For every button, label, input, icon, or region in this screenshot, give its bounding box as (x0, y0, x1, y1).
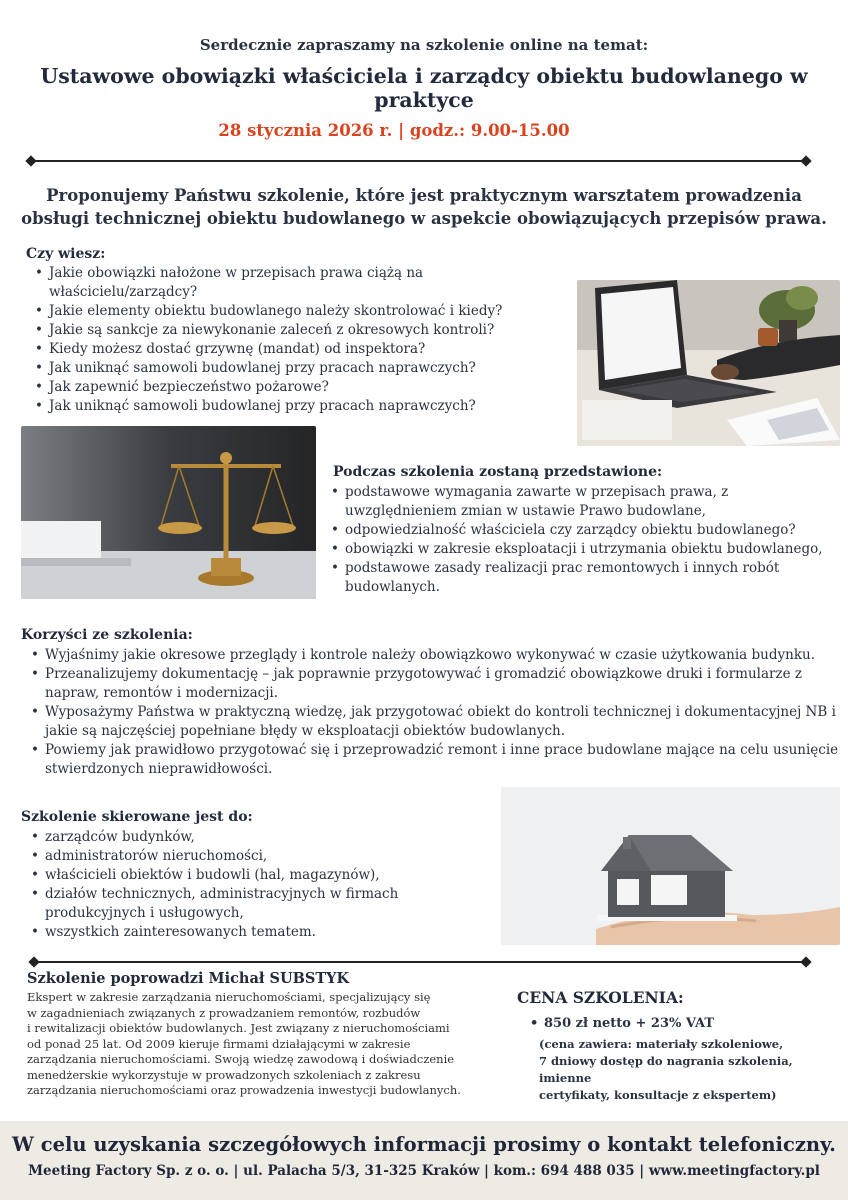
list-item: • obowiązki w zakresie eksploatacji i utrzymania obiektu budowlanego, (329, 540, 839, 559)
list-item: • zarządców budynków, (29, 828, 499, 847)
list-item: • właścicieli obiektów i budowli (hal, magazynów), (29, 866, 499, 885)
event-date: 28 stycznia 2026 r. | godz.: 9.00-15.00 (218, 121, 570, 140)
price-note (539, 1036, 829, 1104)
lead-line-1: Proponujemy Państwu szkolenie, które jest praktycznym warsztatem prowadzenia (46, 186, 802, 205)
list-item: • Kiedy możesz dostać grzywnę (mandat) od inspektora? (33, 340, 573, 359)
list-item: • Jak uniknąć samowoli budowlanej przy pracach naprawczych? (33, 359, 573, 378)
price-heading: CENA SZKOLENIA: (517, 988, 684, 1007)
benefits-heading: Korzyści ze szkolenia: (21, 627, 193, 643)
lead-line-2: obsługi technicznej obiektu budowlanego w aspekcie obowiązujących przepisów prawa. (21, 209, 827, 228)
house-model-photo (501, 787, 840, 945)
bio-line: od ponad 25 lat. Od 2009 kieruje firmami działającymi w zakresie (27, 1036, 411, 1051)
topics-heading: Podczas szkolenia zostaną przedstawione: (333, 464, 663, 480)
list-item: • Jak zapewnić bezpieczeństwo pożarowe? (33, 378, 573, 397)
list-item: • wszystkich zainteresowanych tematem. (29, 923, 499, 942)
price-note-line: (cena zawiera: materiały szkoleniowe, (539, 1037, 784, 1051)
scales-of-justice-photo (21, 426, 316, 599)
list-item: • Wyposażymy Państwa w praktyczną wiedzę, jak przygotować obiekt do kontroli technicznej i dokumentacyjnej NB i jakie są najczęściej popełniane błędy w eksploatacji obiektów budowlanych. (29, 703, 841, 741)
lead-text (0, 184, 848, 230)
price-amount: • 850 zł netto + 23% VAT (528, 1014, 828, 1033)
page-title: Ustawowe obowiązki właściciela i zarządcy obiektu budowlanego w praktyce (40, 64, 808, 112)
bio-line: zarządzania nieruchomościami oraz prowadzenia inwestycji budowlanych. (27, 1083, 461, 1097)
divider-top (31, 160, 806, 162)
price-list (528, 1014, 828, 1033)
list-item: • Jakie obowiązki nałożone w przepisach prawa ciążą na właścicielu/zarządcy? (33, 264, 573, 302)
list-item: • Przeanalizujemy dokumentację – jak poprawnie przygotowywać i gromadzić obowiązkowe druki i formularze z napraw, remontów i modernizacji. (29, 665, 841, 703)
bio-line: zarządzania nieruchomościami. Swoją wiedzę zawodową i doświadczenie (27, 1052, 455, 1066)
list-item: • administratorów nieruchomości, (29, 847, 499, 866)
laptop-photo (577, 280, 840, 446)
divider-bottom (34, 961, 806, 963)
list-item: • odpowiedzialność właściciela czy zarządcy obiektu budowlanego? (329, 521, 839, 540)
list-item: • Jakie elementy obiektu budowlanego należy skontrolować i kiedy? (33, 302, 573, 321)
list-item: • podstawowe zasady realizacji prac remontowych i innych robót budowlanych. (329, 559, 839, 597)
bio-line: Ekspert w zakresie zarządzania nieruchomościami, specjalizujący się (27, 990, 431, 1004)
price-note-line: certyfikaty, konsultacje z ekspertem) (539, 1088, 777, 1102)
benefits-list (29, 646, 841, 779)
audience-heading: Szkolenie skierowane jest do: (21, 809, 253, 825)
bio-line: w zagadnieniach związanych z prowadzaniem remontów, rozbudów (27, 1005, 421, 1020)
list-item: • Powiemy jak prawidłowo przygotować się i przeprowadzić remont i inne prace budowlane mające na celu usunięcie stwierdzonych nieprawidłowości. (29, 741, 841, 779)
list-item: • Wyjaśnimy jakie okresowe przeglądy i kontrole należy obowiązkowo wykonywać w czasie użytkowania budynku. (29, 646, 841, 665)
bio-line: i rewitalizacji obiektów budowlanych. Jest związany z nieruchomościami (27, 1021, 450, 1035)
trainer-bio (27, 990, 497, 1099)
audience-list (29, 828, 499, 942)
list-item: • działów technicznych, administracyjnych w firmach produkcyjnych i usługowych, (29, 885, 499, 923)
questions-heading: Czy wiesz: (26, 246, 106, 262)
footer-contact-text: W celu uzyskania szczegółowych informacji prosimy o kontakt telefoniczny. (12, 1133, 836, 1156)
list-item: • Jakie są sankcje za niewykonanie zaleceń z okresowych kontroli? (33, 321, 573, 340)
footer-company-info: Meeting Factory Sp. z o. o. | ul. Palacha 5/3, 31-325 Kraków | kom.: 694 488 035 | www.meetingfactory.pl (28, 1163, 820, 1179)
list-item: • podstawowe wymagania zawarte w przepisach prawa, z uwzględnieniem zmian w ustawie Prawo budowlane, (329, 483, 839, 521)
bio-line: menedżerskie wykorzystuje w prowadzonych szkoleniach z zakresu (27, 1067, 421, 1082)
questions-list (33, 264, 573, 416)
trainer-heading: Szkolenie poprowadzi Michał SUBSTYK (27, 970, 350, 987)
list-item: • Jak uniknąć samowoli budowlanej przy pracach naprawczych? (33, 397, 573, 416)
intro-text: Serdecznie zapraszamy na szkolenie online na temat: (199, 36, 649, 54)
topics-list (329, 483, 839, 597)
price-note-line: 7 dniowy dostęp do nagrania szkolenia, imienne (539, 1054, 793, 1085)
